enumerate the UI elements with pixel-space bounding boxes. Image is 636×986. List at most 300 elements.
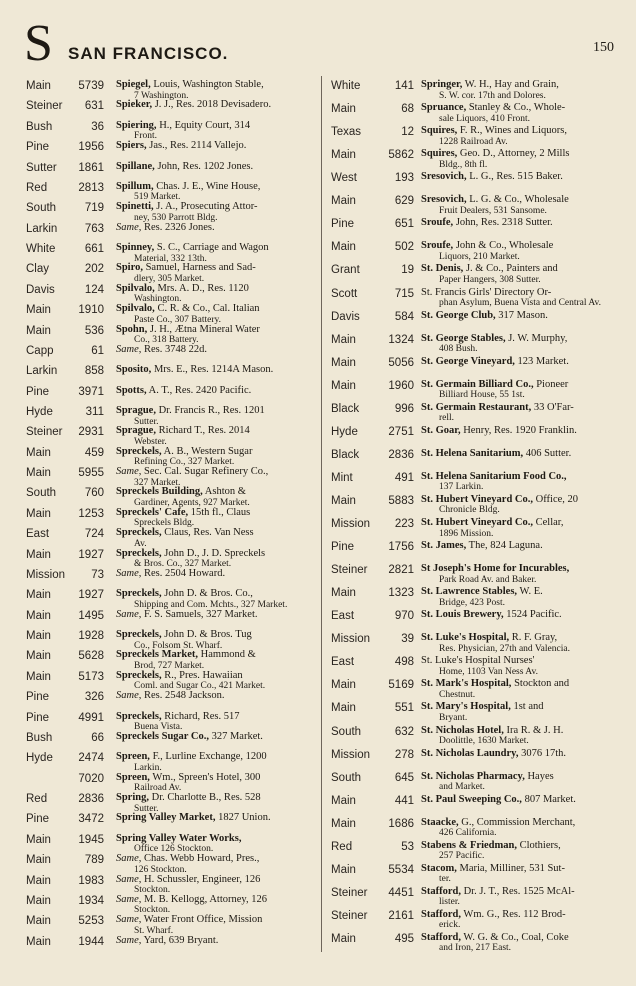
entry-listing bbox=[116, 263, 316, 284]
directory-entry bbox=[26, 426, 316, 446]
directory-entry bbox=[26, 915, 316, 935]
entry-listing-line1: Spillum, Chas. J. E., Wine House, bbox=[116, 180, 261, 192]
entry-listing-line1: St. Nicholas Laundry, 3076 17th. bbox=[421, 747, 566, 759]
directory-entry bbox=[26, 650, 316, 670]
entry-phone-number: 311 bbox=[85, 406, 104, 418]
entry-exchange: Main bbox=[26, 507, 51, 520]
entry-phone-number: 2821 bbox=[388, 564, 414, 577]
entry-name: Spruance, bbox=[421, 102, 467, 114]
entry-listing bbox=[116, 671, 316, 692]
entry-listing bbox=[116, 325, 316, 346]
directory-entry bbox=[26, 508, 316, 528]
entry-listing bbox=[116, 386, 316, 397]
entry-listing-line1: St. Denis, J. & Co., Painters and bbox=[421, 263, 558, 275]
entry-listing-line1: Spiers, Jas., Res. 2114 Vallejo. bbox=[116, 140, 247, 152]
entry-exchange: Grant bbox=[331, 264, 360, 277]
entry-listing-line1: Spring, Dr. Charlotte B., Res. 528 bbox=[116, 792, 261, 803]
entry-exchange: South bbox=[331, 771, 362, 784]
entry-listing-line2: rell. bbox=[439, 413, 455, 424]
entry-listing bbox=[116, 813, 316, 824]
entry-listing bbox=[116, 528, 316, 549]
entry-name: St. Hubert Vineyard Co., bbox=[421, 517, 534, 528]
entry-phone-number: 36 bbox=[91, 120, 104, 133]
directory-entry bbox=[26, 162, 316, 182]
entry-listing bbox=[116, 345, 316, 356]
entry-name: Spiro, bbox=[116, 262, 143, 274]
directory-entry bbox=[331, 495, 618, 518]
entry-name: Spreckels, bbox=[116, 527, 162, 539]
entry-exchange: Main bbox=[26, 548, 51, 561]
entry-phone-number: 5628 bbox=[78, 650, 104, 663]
entry-listing bbox=[421, 864, 618, 885]
entry-phone-number: 1983 bbox=[78, 874, 104, 887]
entry-phone-number: 5173 bbox=[78, 670, 104, 683]
entry-phone-number: 5862 bbox=[388, 149, 414, 162]
entry-name: St. Lawrence Stables, bbox=[421, 586, 518, 598]
entry-listing bbox=[116, 610, 316, 621]
entry-exchange: Steiner bbox=[331, 886, 368, 899]
entry-listing-line1: Spiro, Samuel, Harness and Sad- bbox=[116, 262, 256, 274]
entry-listing-line1: Stafford, W. G. & Co., Coal, Coke bbox=[421, 931, 569, 943]
entry-listing bbox=[116, 854, 316, 875]
directory-entry bbox=[331, 149, 618, 172]
entry-listing-line2: Doolittle, 1630 Market. bbox=[439, 736, 529, 746]
entry-listing-line1 bbox=[421, 472, 618, 483]
entry-exchange: Main bbox=[331, 195, 356, 208]
entry-name: Sprague, bbox=[116, 425, 156, 437]
entry-listing-line1: Same, Res. 2326 Jones. bbox=[116, 221, 215, 233]
entry-name: St. Nicholas Pharmacy, bbox=[421, 770, 525, 782]
entry-listing-line2: Coml. and Sugar Co., 421 Market. bbox=[134, 681, 266, 692]
directory-entry bbox=[331, 426, 618, 449]
entry-phone-number: 2161 bbox=[388, 909, 414, 922]
entry-name: Spreckels Sugar Co., bbox=[116, 730, 209, 742]
directory-entry bbox=[26, 569, 316, 589]
entry-listing bbox=[421, 702, 618, 723]
directory-entry bbox=[331, 380, 618, 403]
directory-entry bbox=[26, 80, 316, 100]
entry-listing-line2: Home, 1103 Van Ness Av. bbox=[439, 666, 538, 677]
entry-listing-line1: Spilvalo, Mrs. A. D., Res. 1120 bbox=[116, 282, 249, 294]
directory-entry bbox=[26, 243, 316, 263]
entry-phone-number: 715 bbox=[394, 287, 414, 300]
entry-phone-number: 1495 bbox=[78, 609, 104, 622]
entry-listing bbox=[116, 223, 316, 234]
entry-phone-number: 53 bbox=[401, 840, 414, 853]
entry-listing bbox=[116, 162, 316, 173]
entry-listing-line1: St. Lawrence Stables, W. E. bbox=[421, 586, 543, 598]
entry-listing-line1: Spieker, J. J., Res. 2018 Devisadero. bbox=[116, 99, 272, 111]
entry-name: Spiegel, bbox=[116, 79, 151, 90]
entry-listing-line1: Spohn, J. H., Ætna Mineral Water bbox=[116, 323, 260, 335]
entry-listing-line1: Same, Res. 3748 22d. bbox=[116, 343, 207, 355]
entry-listing bbox=[116, 121, 316, 142]
entry-listing-line1: Spinetti, J. A., Prosecuting Attor- bbox=[116, 201, 258, 213]
entry-phone-number: 5534 bbox=[388, 863, 414, 876]
entry-listing-line2: Bridge, 423 Post. bbox=[439, 597, 505, 608]
entry-listing-line1: St. Mary's Hospital, 1st and bbox=[421, 701, 544, 713]
entry-listing bbox=[116, 467, 316, 488]
entry-name: Stafford, bbox=[421, 885, 461, 897]
entry-phone-number: 5955 bbox=[78, 467, 104, 480]
entry-phone-number: 5883 bbox=[388, 494, 414, 507]
entry-name: St. Luke's Hospital, bbox=[421, 632, 510, 644]
entry-listing bbox=[116, 691, 316, 702]
entry-exchange: Main bbox=[26, 589, 51, 602]
entry-exchange: East bbox=[331, 610, 355, 623]
directory-entry bbox=[26, 467, 316, 487]
entry-listing-line2: Larkin. bbox=[134, 762, 162, 773]
entry-name: St Joseph's Home for Incurables, bbox=[421, 563, 570, 575]
entry-phone-number: 970 bbox=[394, 610, 414, 623]
entry-listing-line2: Bldg., 8th fl. bbox=[439, 159, 488, 170]
directory-entry bbox=[26, 936, 316, 956]
entry-listing-line1: Spreckels, John D. & Bros. Co., bbox=[116, 588, 253, 600]
entry-listing bbox=[116, 100, 316, 111]
entry-exchange: Main bbox=[26, 894, 51, 907]
entry-listing bbox=[421, 288, 618, 309]
entry-phone-number: 3971 bbox=[78, 385, 104, 398]
directory-entry bbox=[26, 834, 316, 854]
entry-listing bbox=[421, 749, 618, 760]
entry-phone-number: 459 bbox=[84, 446, 104, 459]
directory-entry bbox=[331, 334, 618, 357]
entry-listing-line2: Sutter. bbox=[134, 803, 159, 814]
entry-phone-number: 2931 bbox=[78, 426, 104, 439]
entry-phone-number: 326 bbox=[84, 691, 104, 704]
entry-listing bbox=[421, 656, 618, 677]
entry-listing bbox=[116, 773, 316, 794]
entry-listing-line1: St. Goar, Henry, Res. 1920 Franklin. bbox=[421, 424, 577, 436]
entry-listing-line1: Spilvalo, C. R. & Co., Cal. Italian bbox=[116, 303, 260, 315]
entry-name: St. Denis, bbox=[421, 263, 464, 275]
entry-phone-number: 4451 bbox=[388, 886, 414, 899]
entry-listing-line1: St. George Stables, J. W. Murphy, bbox=[421, 332, 568, 344]
entry-listing-line2: phan Asylum, Buena Vista and Central Av. bbox=[439, 298, 602, 308]
entry-listing bbox=[421, 103, 618, 124]
entry-exchange: Main bbox=[26, 670, 51, 683]
entry-exchange: Mint bbox=[331, 471, 353, 484]
entry-exchange: Texas bbox=[331, 126, 362, 139]
entry-listing bbox=[421, 126, 618, 147]
entry-phone-number: 66 bbox=[91, 731, 104, 744]
right-column bbox=[331, 80, 618, 956]
entry-phone-number: 4991 bbox=[78, 711, 104, 724]
entry-exchange: Main bbox=[26, 324, 51, 337]
entry-phone-number: 223 bbox=[394, 518, 414, 530]
entry-same-marker: Same bbox=[116, 221, 139, 233]
entry-listing-line1: Same, Chas. Webb Howard, Pres., bbox=[116, 853, 260, 865]
entry-name: St. Mary's Hospital, bbox=[421, 701, 511, 713]
entry-listing bbox=[116, 895, 316, 916]
entry-exchange: Pine bbox=[331, 541, 355, 554]
directory-entry bbox=[26, 671, 316, 691]
entry-exchange: East bbox=[26, 528, 50, 541]
entry-name: St. Nicholas Laundry, bbox=[421, 747, 519, 759]
directory-entry bbox=[26, 345, 316, 365]
entry-listing-line1: St. Hubert Vineyard Co., Office, 20 bbox=[421, 493, 579, 505]
entry-name: St. George Club, bbox=[421, 309, 496, 321]
entry-exchange: Main bbox=[26, 915, 51, 928]
entry-phone-number: 5253 bbox=[78, 915, 104, 928]
entry-listing-line1: St. George Club, 317 Mason. bbox=[421, 309, 548, 321]
directory-entry bbox=[331, 656, 618, 679]
entry-listing-line2: Shipping and Com. Mchts., 327 Market. bbox=[134, 599, 288, 610]
entry-listing bbox=[421, 818, 618, 839]
entry-listing bbox=[116, 406, 316, 427]
entry-listing-line1: Spreckels, John D., J. D. Spreckels bbox=[116, 547, 266, 559]
entry-exchange: Pine bbox=[26, 385, 50, 398]
directory-entry bbox=[331, 195, 618, 218]
entry-exchange: Mission bbox=[331, 633, 370, 646]
entry-listing-line1: Stacom, Maria, Milliner, 531 Sut- bbox=[421, 862, 565, 874]
directory-entry bbox=[331, 218, 618, 241]
entry-listing-line2: Bryant. bbox=[439, 712, 468, 723]
entry-listing-line2: ter. bbox=[439, 874, 451, 885]
entry-phone-number: 441 bbox=[394, 794, 414, 807]
entry-exchange: Steiner bbox=[331, 909, 368, 922]
entry-name: Sresovich, bbox=[421, 194, 467, 206]
entry-name: Spreckels, bbox=[116, 588, 162, 600]
entry-listing-line1: Same, F. S. Samuels, 327 Market. bbox=[116, 608, 258, 620]
entry-phone-number: 996 bbox=[394, 402, 414, 415]
entry-exchange: Main bbox=[26, 304, 51, 317]
entry-name: Stafford, bbox=[421, 931, 461, 943]
entry-phone-number: 3472 bbox=[78, 813, 104, 826]
directory-entry bbox=[26, 691, 316, 711]
directory-entry bbox=[331, 264, 618, 287]
entry-phone-number: 202 bbox=[84, 263, 104, 276]
entry-exchange: Black bbox=[331, 448, 360, 461]
directory-entry bbox=[331, 864, 618, 887]
entry-listing-line1: Spreen, F., Lurline Exchange, 1200 bbox=[116, 751, 267, 763]
entry-listing-line2: Paper Hangers, 308 Sutter. bbox=[439, 274, 541, 285]
entry-phone-number: 68 bbox=[401, 103, 414, 116]
entry-name: St. Germain Restaurant, bbox=[421, 401, 532, 413]
entry-listing bbox=[421, 241, 618, 262]
entry-phone-number: 760 bbox=[84, 487, 104, 500]
entry-phone-number: 5056 bbox=[388, 356, 414, 369]
entry-listing-line1: Sresovich, L. G. & Co., Wholesale bbox=[421, 194, 569, 206]
entry-listing bbox=[421, 887, 618, 908]
entry-exchange: South bbox=[331, 725, 362, 738]
entry-listing-line1: Spreckels Market, Hammond & bbox=[116, 649, 256, 661]
directory-entry bbox=[26, 100, 316, 120]
entry-phone-number: 7020 bbox=[78, 772, 104, 785]
entry-exchange: Main bbox=[331, 679, 356, 692]
entry-exchange: Main bbox=[26, 650, 51, 663]
entry-listing-line1: St. Luke's Hospital, R. F. Gray, bbox=[421, 632, 558, 644]
directory-entry bbox=[331, 726, 618, 749]
entry-exchange: Steiner bbox=[331, 564, 368, 577]
entry-phone-number: 1944 bbox=[78, 935, 104, 948]
entry-name: Stacom, bbox=[421, 862, 457, 874]
entry-listing-line1: Stabens & Friedman, Clothiers, bbox=[421, 839, 561, 851]
entry-name: Spreckels' Cafe, bbox=[116, 506, 189, 518]
entry-listing-line1: Spring Valley Market, 1827 Union. bbox=[116, 812, 271, 824]
directory-entry bbox=[331, 311, 618, 334]
entry-same-marker: Same bbox=[116, 608, 139, 620]
entry-listing-line2: Co., Folsom St. Wharf. bbox=[134, 640, 223, 651]
entry-listing-line2: 1228 Railroad Av. bbox=[439, 136, 508, 147]
entry-listing bbox=[116, 243, 316, 264]
entry-exchange: Main bbox=[331, 241, 356, 254]
directory-entry bbox=[26, 773, 316, 793]
entry-phone-number: 1928 bbox=[78, 630, 104, 642]
entry-phone-number: 498 bbox=[394, 656, 414, 669]
entry-listing bbox=[116, 752, 316, 773]
directory-entry bbox=[26, 752, 316, 772]
entry-listing-line1: Sprague, Richard T., Res. 2014 bbox=[116, 425, 250, 437]
entry-listing-line1: Spiering, H., Equity Court, 314 bbox=[116, 119, 251, 131]
entry-listing-line1: St. Mark's Hospital, Stockton and bbox=[421, 678, 570, 690]
directory-entry bbox=[26, 325, 316, 345]
directory-entry bbox=[331, 610, 618, 633]
entry-listing bbox=[116, 569, 316, 580]
entry-listing bbox=[116, 630, 316, 651]
entry-name: Spreckels Building, bbox=[116, 486, 203, 498]
entry-exchange: Bush bbox=[26, 731, 53, 744]
entry-name: Spreckels, bbox=[116, 710, 162, 722]
entry-listing bbox=[116, 915, 316, 936]
entry-listing-line2: 126 Stockton. bbox=[134, 864, 187, 875]
entry-listing bbox=[116, 284, 316, 305]
entry-same-marker: Same bbox=[116, 934, 139, 946]
entry-listing bbox=[116, 304, 316, 325]
entry-phone-number: 763 bbox=[84, 222, 104, 235]
entry-listing-line1: St. Nicholas Pharmacy, Hayes bbox=[421, 770, 554, 782]
entry-listing-line2: and Market. bbox=[439, 782, 485, 793]
entry-listing bbox=[116, 426, 316, 447]
entry-name: Sposito, bbox=[116, 364, 152, 376]
entry-listing bbox=[116, 549, 316, 570]
entry-listing-line1: Spreckels' Cafe, 15th fl., Claus bbox=[116, 506, 251, 518]
entry-phone-number: 2813 bbox=[78, 181, 104, 194]
entry-name: Spiering, bbox=[116, 119, 157, 131]
entry-name: St. George Stables, bbox=[421, 332, 506, 344]
entry-listing-line1: Stafford, Dr. J. T., Res. 1525 McAl- bbox=[421, 885, 575, 897]
entry-name: Stafford, bbox=[421, 908, 461, 920]
entry-listing-line2: St. Wharf. bbox=[134, 925, 174, 936]
entry-listing-line2: Chestnut. bbox=[439, 689, 476, 700]
directory-entry bbox=[331, 749, 618, 772]
directory-entry bbox=[331, 403, 618, 426]
entry-same-marker: Same bbox=[116, 893, 139, 905]
entry-listing bbox=[421, 311, 618, 322]
directory-entry bbox=[26, 141, 316, 161]
entry-phone-number: 1945 bbox=[78, 833, 104, 846]
entry-name: Spinetti, bbox=[116, 201, 154, 213]
entry-exchange: Main bbox=[26, 609, 51, 622]
entry-listing-line1: Sresovich, L. G., Res. 515 Baker. bbox=[421, 171, 563, 183]
entry-name: Spreen, bbox=[116, 771, 150, 783]
directory-entry bbox=[26, 447, 316, 467]
directory-entry bbox=[331, 841, 618, 864]
entry-same-marker: Same bbox=[116, 690, 139, 702]
entry-name: Spohn, bbox=[116, 323, 148, 335]
directory-entry bbox=[331, 887, 618, 910]
entry-listing-line1: Same, Sec. Cal. Sugar Refinery Co., bbox=[116, 466, 269, 478]
entry-listing bbox=[116, 793, 316, 814]
entry-listing bbox=[116, 487, 316, 508]
entry-listing-line2: Liquors, 210 Market. bbox=[439, 251, 520, 262]
entry-exchange: Larkin bbox=[26, 222, 58, 235]
entry-listing bbox=[421, 149, 618, 170]
directory-entry bbox=[26, 630, 316, 650]
entry-listing-line2: 137 Larkin. bbox=[439, 482, 484, 493]
entry-exchange: Main bbox=[331, 379, 356, 392]
entry-listing-line2: Sutter. bbox=[134, 416, 159, 427]
entry-phone-number: 1927 bbox=[78, 548, 104, 561]
entry-phone-number: 724 bbox=[84, 528, 104, 541]
entry-listing-line2: ney, 530 Parrott Bldg. bbox=[134, 212, 218, 223]
directory-entry bbox=[26, 304, 316, 324]
entry-listing-line1 bbox=[421, 564, 618, 575]
entry-exchange: Main bbox=[26, 874, 51, 887]
entry-name: Spreckels, bbox=[116, 629, 162, 640]
entry-phone-number: 61 bbox=[91, 344, 104, 357]
entry-listing bbox=[421, 403, 618, 424]
entry-exchange: Hyde bbox=[26, 752, 53, 765]
entry-listing-line1: Same, Res. 2504 Howard. bbox=[116, 567, 226, 579]
entry-listing bbox=[116, 508, 316, 529]
entry-listing-line2: S. W. cor. 17th and Dolores. bbox=[439, 90, 546, 101]
entry-exchange: Main bbox=[331, 817, 356, 830]
entry-name: Spillane, bbox=[116, 160, 155, 172]
directory-entry bbox=[331, 910, 618, 933]
entry-listing bbox=[421, 610, 618, 621]
directory-entry bbox=[26, 793, 316, 813]
entry-listing-line1: Spreen, Wm., Spreen's Hotel, 300 bbox=[116, 771, 261, 783]
entry-listing-line1: Spotts, A. T., Res. 2420 Pacific. bbox=[116, 384, 252, 396]
entry-phone-number: 278 bbox=[394, 748, 414, 761]
entry-exchange: Mission bbox=[331, 518, 370, 530]
entry-exchange: Steiner bbox=[26, 426, 63, 439]
directory-entry bbox=[26, 284, 316, 304]
entry-name: Stabens & Friedman, bbox=[421, 839, 517, 851]
entry-listing-line2: Washington. bbox=[134, 294, 182, 305]
entry-exchange: Steiner bbox=[26, 100, 63, 113]
entry-listing-line2: Stockton. bbox=[134, 885, 171, 895]
entry-exchange: West bbox=[331, 172, 357, 185]
entry-name: Spilvalo, bbox=[116, 282, 155, 294]
entry-listing bbox=[116, 650, 316, 671]
entry-listing-line1: Sroufe, John, Res. 2318 Sutter. bbox=[421, 217, 553, 229]
entry-exchange: Clay bbox=[26, 263, 50, 276]
entry-listing-line1: St. Francis Girls' Directory Or- bbox=[421, 286, 552, 298]
entry-exchange: Main bbox=[331, 702, 356, 715]
entry-name: Spring Valley Market, bbox=[116, 812, 216, 824]
entry-name: Springer, bbox=[421, 79, 463, 90]
entry-exchange: Main bbox=[331, 149, 356, 162]
entry-listing-line2: sale Liquors, 410 Front. bbox=[439, 113, 531, 124]
entry-same-marker: Same bbox=[116, 873, 139, 885]
entry-listing-line1: Spreckels, John D. & Bros. Tug bbox=[116, 629, 252, 640]
entry-exchange: Main bbox=[331, 333, 356, 346]
entry-exchange: Main bbox=[26, 80, 51, 92]
entry-name: Spring, bbox=[116, 792, 149, 803]
directory-entry bbox=[331, 772, 618, 795]
directory-entry bbox=[26, 589, 316, 609]
entry-phone-number: 141 bbox=[394, 80, 414, 92]
entry-phone-number: 12 bbox=[401, 126, 414, 139]
entry-name: Spreckels, bbox=[116, 547, 162, 559]
entry-listing-line2: erick. bbox=[439, 920, 461, 931]
entry-listing bbox=[421, 910, 618, 931]
entry-listing-line2: 257 Pacific. bbox=[439, 851, 485, 862]
directory-entry bbox=[26, 121, 316, 141]
entry-same-marker: Same bbox=[116, 466, 139, 478]
